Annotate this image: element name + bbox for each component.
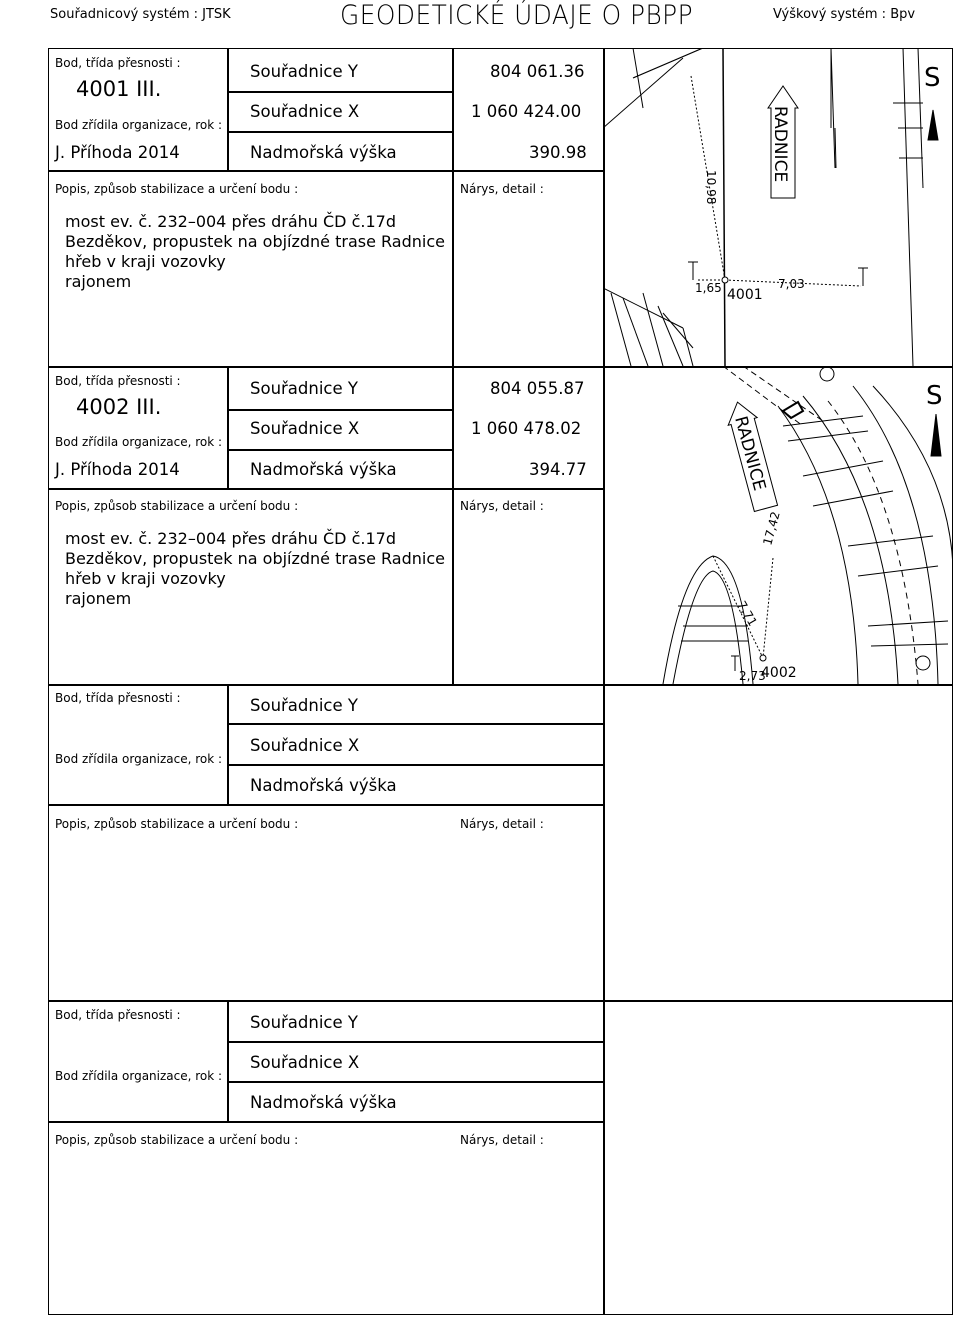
point-class-label: Bod, třída přesnosti : bbox=[55, 691, 181, 705]
description-label: Popis, způsob stabilizace a určení bodu : bbox=[55, 1133, 299, 1147]
distance-label: 1,65 bbox=[695, 281, 722, 295]
coord-y-label: Souřadnice Y bbox=[250, 696, 358, 715]
description-line: most ev. č. 232–004 přes dráhu ČD č.17d bbox=[65, 529, 396, 548]
description-line: rajonem bbox=[65, 272, 132, 291]
altitude-label: Nadmořská výška bbox=[250, 776, 397, 795]
distance-label: 2,73 bbox=[739, 669, 766, 683]
description-line: Bezděkov, propustek na objízdné trase Radnice bbox=[65, 549, 445, 568]
altitude-value: 390.98 bbox=[529, 143, 587, 162]
altitude-label: Nadmořská výška bbox=[250, 1093, 397, 1112]
description-line: most ev. č. 232–004 přes dráhu ČD č.17d bbox=[65, 212, 396, 231]
description-line: hřeb v kraji vozovky bbox=[65, 252, 226, 271]
coord-y-label: Souřadnice Y bbox=[250, 62, 358, 81]
altitude-value: 394.77 bbox=[529, 460, 587, 479]
established-by-label: Bod zřídila organizace, rok : bbox=[55, 435, 223, 449]
street-label: RADNICE bbox=[770, 106, 790, 183]
description-label: Popis, způsob stabilizace a určení bodu : bbox=[55, 499, 299, 513]
description-line: Bezděkov, propustek na objízdné trase Radnice bbox=[65, 232, 445, 251]
north-label: S bbox=[924, 63, 941, 93]
distance-label: 10,98 bbox=[704, 170, 718, 205]
sketch-map bbox=[603, 366, 953, 684]
coord-x-value: 1 060 424.00 bbox=[471, 102, 582, 121]
sketch-label: Nárys, detail : bbox=[460, 499, 544, 513]
coord-x-label: Souřadnice X bbox=[250, 102, 360, 121]
coord-system-label: Souřadnicový systém : JTSK bbox=[50, 7, 231, 22]
coord-y-label: Souřadnice Y bbox=[250, 1013, 358, 1032]
coord-x-label: Souřadnice X bbox=[250, 1053, 360, 1072]
height-system-label: Výškový systém : Bpv bbox=[773, 7, 916, 22]
coord-y-value: 804 061.36 bbox=[490, 62, 585, 81]
coord-y-label: Souřadnice Y bbox=[250, 379, 358, 398]
distance-label: 7,03 bbox=[778, 277, 805, 291]
sketch-map bbox=[603, 48, 953, 366]
street-label: RADNICE bbox=[730, 414, 770, 493]
point-number: 4002 bbox=[761, 665, 797, 681]
altitude-label: Nadmořská výška bbox=[250, 460, 397, 479]
altitude-label: Nadmořská výška bbox=[250, 143, 397, 162]
point-class-label: Bod, třída přesnosti : bbox=[55, 374, 181, 388]
sketch-label: Nárys, detail : bbox=[460, 1133, 544, 1147]
description-line: rajonem bbox=[65, 589, 132, 608]
point-id: 4001 III. bbox=[76, 77, 162, 101]
org-year: J. Příhoda 2014 bbox=[55, 460, 180, 479]
point-id: 4002 III. bbox=[76, 395, 162, 419]
description-label: Popis, způsob stabilizace a určení bodu : bbox=[55, 817, 299, 831]
sketch-label: Nárys, detail : bbox=[460, 182, 544, 196]
distance-label: 7,71 bbox=[734, 598, 760, 629]
north-label: S bbox=[926, 381, 943, 411]
established-by-label: Bod zřídila organizace, rok : bbox=[55, 752, 223, 766]
coord-x-label: Souřadnice X bbox=[250, 419, 360, 438]
point-number: 4001 bbox=[727, 287, 763, 303]
description-label: Popis, způsob stabilizace a určení bodu : bbox=[55, 182, 299, 196]
point-class-label: Bod, třída přesnosti : bbox=[55, 56, 181, 70]
point-class-label: Bod, třída přesnosti : bbox=[55, 1008, 181, 1022]
description-line: hřeb v kraji vozovky bbox=[65, 569, 226, 588]
coord-x-value: 1 060 478.02 bbox=[471, 419, 582, 438]
distance-label: 17,42 bbox=[760, 509, 783, 547]
coord-x-label: Souřadnice X bbox=[250, 736, 360, 755]
sketch-label: Nárys, detail : bbox=[460, 817, 544, 831]
established-by-label: Bod zřídila organizace, rok : bbox=[55, 1069, 223, 1083]
established-by-label: Bod zřídila organizace, rok : bbox=[55, 118, 223, 132]
org-year: J. Příhoda 2014 bbox=[55, 143, 180, 162]
coord-y-value: 804 055.87 bbox=[490, 379, 585, 398]
page-title: GEODETICKÉ ÚDAJE O PBPP bbox=[340, 0, 694, 31]
